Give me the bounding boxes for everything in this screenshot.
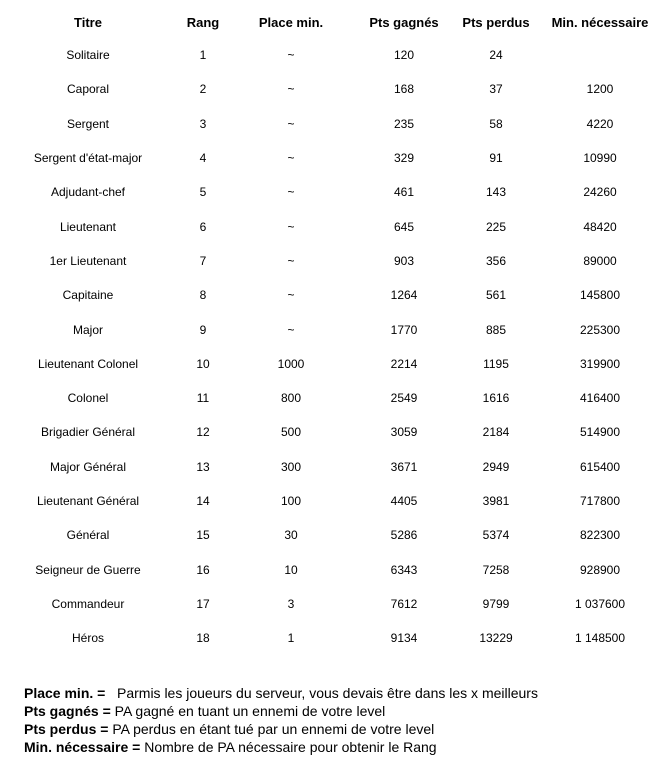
header-min: Min. nécessaire [551,14,649,30]
legend-text: Nombre de PA nécessaire pour obtenir le Rang [144,739,437,755]
cell-rank: 1 [199,48,207,63]
legend-term: Place min. = [24,685,110,701]
table-row [0,381,658,415]
table-row [0,552,658,586]
cell-place-min: 1000 [277,356,305,371]
cell-title: Brigadier Général [40,425,136,440]
legend-line-place [24,684,538,702]
cell-points-gained: 6343 [390,562,418,577]
cell-points-lost: 885 [485,322,507,337]
cell-place-min: 500 [280,425,302,440]
table-row [0,278,658,312]
cell-points-gained: 3059 [390,425,418,440]
cell-points-lost: 2184 [482,425,510,440]
table-row [0,587,658,621]
cell-rank: 11 [196,391,210,406]
cell-min-required [536,38,658,72]
cell-title: Héros [71,631,104,646]
legend-text: PA gagné en tuant un ennemi de votre level [114,703,386,719]
cell-min-required: 416400 [579,391,621,406]
cell-min-required: 615400 [579,459,621,474]
legend-term: Min. nécessaire = [24,739,145,755]
cell-rank: 18 [196,631,210,646]
cell-points-gained: 4405 [390,494,418,508]
cell-rank: 2 [199,82,207,97]
legend-line-lost [24,720,538,738]
cell-title: Lieutenant Général [36,494,140,508]
cell-min-required: 4220 [586,116,614,131]
cell-points-lost: 9799 [482,596,510,611]
cell-rank: 3 [199,116,207,131]
cell-rank: 12 [196,425,210,440]
cell-place-min: ~ [287,48,295,63]
cell-place-min: 1 [287,631,295,646]
rank-table [0,6,658,655]
table-body [0,38,658,655]
cell-rank: 4 [199,151,207,166]
cell-points-gained: 168 [393,82,415,97]
cell-points-gained: 645 [393,219,415,234]
table-row [0,347,658,381]
cell-title: Sergent [66,116,110,131]
cell-title: 1er Lieutenant [49,253,127,268]
cell-points-lost: 1616 [482,391,510,406]
cell-min-required: 1 148500 [574,631,626,646]
cell-place-min: ~ [287,116,295,131]
cell-points-lost: 2949 [482,459,510,474]
cell-points-lost: 3981 [482,494,510,508]
cell-rank: 9 [199,322,207,337]
legend-term: Pts gagnés = [24,703,115,719]
cell-min-required: 225300 [579,322,621,337]
cell-title: Major Général [49,459,127,474]
cell-points-lost: 24 [489,48,503,63]
cell-points-lost: 37 [489,82,503,97]
cell-points-gained: 235 [393,116,415,131]
cell-min-required: 514900 [579,425,621,440]
cell-place-min: ~ [287,82,295,97]
cell-title: Caporal [66,82,110,97]
cell-points-lost: 91 [489,151,503,166]
cell-min-required: 89000 [583,253,617,268]
cell-points-gained: 1770 [390,322,418,337]
cell-place-min: 300 [280,459,302,474]
cell-points-lost: 7258 [482,562,510,577]
cell-place-min: 800 [280,391,302,406]
cell-min-required: 48420 [583,219,617,234]
cell-points-gained: 7612 [390,596,418,611]
cell-min-required: 10990 [583,151,617,166]
cell-place-min: 3 [287,596,295,611]
cell-title: Capitaine [62,288,114,303]
cell-points-lost: 356 [485,253,507,268]
cell-rank: 16 [196,562,210,577]
cell-min-required: 24260 [583,185,617,200]
cell-rank: 13 [196,459,210,474]
header-lost: Pts perdus [462,14,530,30]
table-row [0,450,658,484]
header-rank: Rang [186,14,220,30]
cell-rank: 8 [199,288,207,303]
cell-points-lost: 1195 [483,356,509,371]
cell-title: Colonel [67,391,109,406]
cell-title: Major [72,322,103,337]
cell-points-gained: 3671 [390,459,418,474]
cell-title: Adjudant-chef [50,185,126,200]
cell-rank: 5 [199,185,207,200]
cell-title: Lieutenant Colonel [37,356,139,371]
cell-points-gained: 461 [393,185,415,200]
cell-points-gained: 329 [393,151,415,166]
cell-title: Solitaire [66,48,110,63]
table-row [0,38,658,72]
cell-points-lost: 561 [485,288,507,303]
legend-line-min [24,738,538,756]
cell-min-required: 822300 [579,528,621,543]
cell-rank: 10 [196,356,210,371]
cell-title: Général [66,528,110,543]
table-row [0,484,658,518]
cell-points-gained: 120 [393,48,415,63]
cell-place-min: ~ [287,151,295,166]
cell-points-lost: 13229 [479,631,513,646]
cell-rank: 14 [196,494,210,508]
cell-rank: 7 [199,253,207,268]
table-row [0,518,658,552]
table-row [0,141,658,175]
cell-min-required: 928900 [579,562,621,577]
header-place: Place min. [258,14,324,30]
table-header-row [0,6,658,38]
table-row [0,72,658,106]
cell-title: Seigneur de Guerre [35,562,141,577]
cell-points-lost: 58 [489,116,503,131]
cell-place-min: 10 [284,562,298,577]
cell-rank: 17 [196,596,210,611]
cell-place-min: 100 [280,494,302,508]
legend-term: Pts perdus = [24,721,113,737]
cell-place-min: ~ [287,288,295,303]
cell-points-gained: 2549 [390,391,418,406]
cell-title: Commandeur [51,596,125,611]
table-row [0,621,658,655]
header-gained: Pts gagnés [369,14,439,30]
cell-points-gained: 903 [393,253,415,268]
cell-place-min: ~ [287,253,295,268]
table-row [0,107,658,141]
legend-text: PA perdus en étant tué par un ennemi de votre level [112,721,435,737]
cell-min-required: 1200 [586,82,614,97]
cell-points-lost: 225 [485,219,507,234]
cell-place-min: 30 [284,528,298,543]
cell-points-lost: 143 [485,185,507,200]
cell-place-min: ~ [287,322,295,337]
table-row [0,244,658,278]
cell-min-required: 1 037600 [574,596,626,611]
legend-line-gained [24,702,538,720]
cell-points-gained: 9134 [390,631,418,646]
cell-points-lost: 5374 [482,528,510,543]
cell-place-min: ~ [287,185,295,200]
cell-min-required: 145800 [579,288,621,303]
table-row [0,312,658,346]
cell-min-required: 319900 [579,356,621,371]
cell-rank: 15 [196,528,210,543]
cell-rank: 6 [199,219,207,234]
cell-title: Lieutenant [59,219,117,234]
cell-min-required: 717800 [579,494,621,508]
legend [24,684,538,756]
table-row [0,209,658,243]
cell-points-gained: 1264 [390,288,418,303]
cell-points-gained: 2214 [390,356,418,371]
cell-points-gained: 5286 [390,528,418,543]
table-row [0,175,658,209]
legend-text: Parmis les joueurs du serveur, vous devais être dans les x meilleurs [109,685,538,701]
header-title: Titre [74,14,102,30]
cell-place-min: ~ [287,219,295,234]
cell-title: Sergent d'état-major [33,151,143,166]
table-row [0,415,658,449]
